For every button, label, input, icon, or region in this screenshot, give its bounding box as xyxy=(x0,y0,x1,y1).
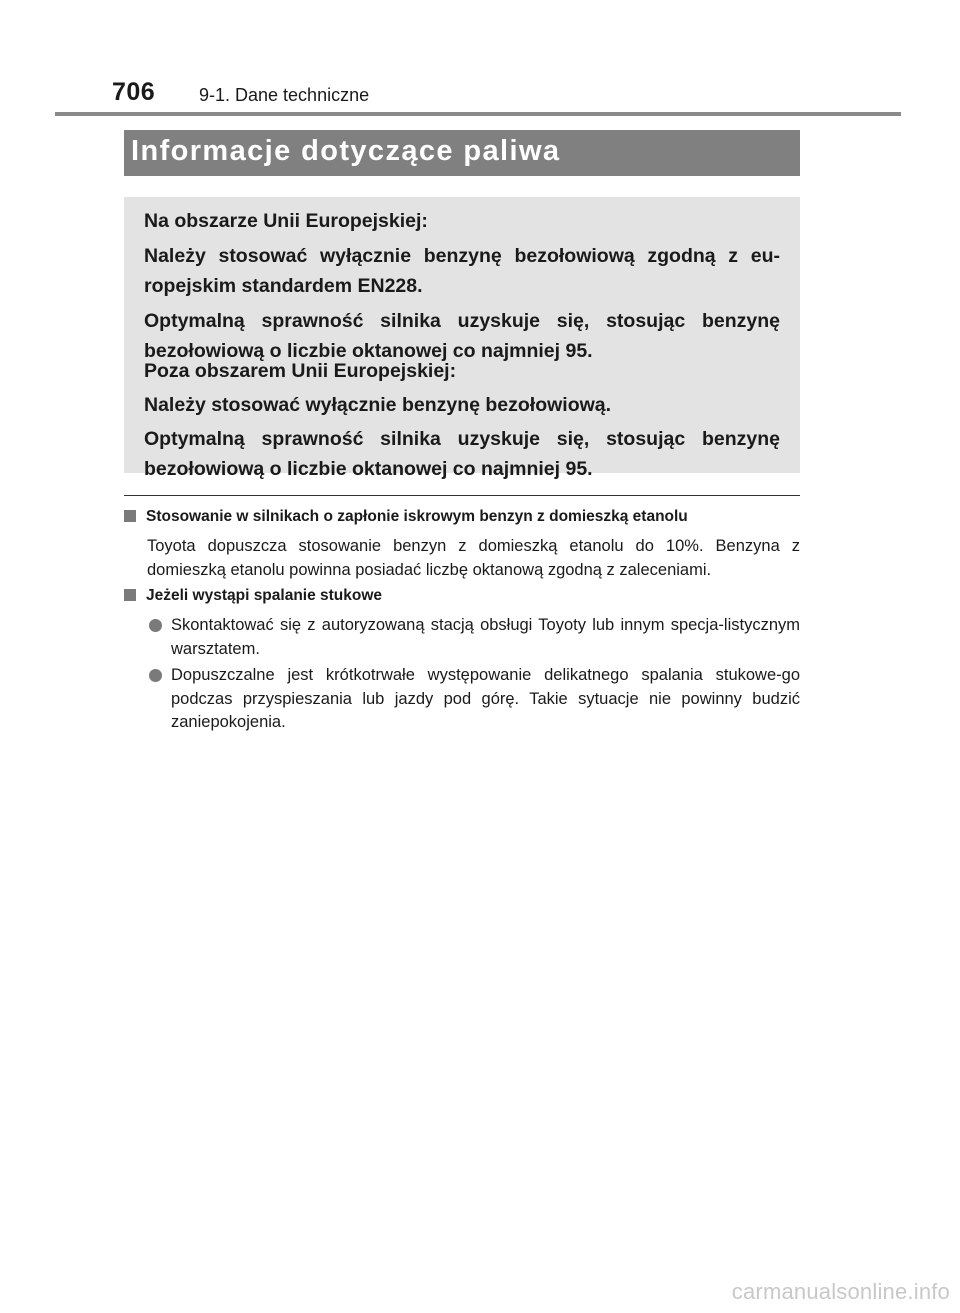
knock-bullet-service: Skontaktować się z autoryzowaną stacją obsługi Toyoty lub innym specja-listycznym warsztatem. xyxy=(171,616,800,658)
square-bullet-icon xyxy=(124,510,136,522)
ethanol-heading-text: Stosowanie w silnikach o zapłonie iskrowym benzyn z domieszką etanolu xyxy=(146,508,688,525)
info-non-eu-octane: Optymalną sprawność silnika uzyskuje się, stosując benzynę bezołowiową o liczbie oktanowej co najmniej 95. xyxy=(144,428,780,480)
knock-heading xyxy=(124,585,800,607)
page-title: Informacje dotyczące paliwa xyxy=(131,135,561,167)
page-header xyxy=(0,0,960,116)
knock-heading-text: Jeżeli wystąpi spalanie stukowe xyxy=(146,587,383,604)
title-bar xyxy=(124,130,800,176)
round-bullet-icon xyxy=(149,619,162,632)
fuel-info-box xyxy=(124,197,800,480)
info-eu-heading: Na obszarze Unii Europejskiej: xyxy=(144,210,428,232)
ethanol-heading xyxy=(124,506,800,528)
page-number: 706 xyxy=(112,78,156,106)
info-non-eu-heading: Poza obszarem Unii Europejskiej: xyxy=(144,360,457,382)
ethanol-body: Toyota dopuszcza stosowanie benzyn z domieszką etanolu do 10%. Benzyna z domieszką etanolu powinna posiadać liczbę oktanową zgodną z zaleceniami. xyxy=(147,537,800,579)
header-divider xyxy=(55,112,901,116)
info-non-eu-requirement: Należy stosować wyłącznie benzynę bezołowiową. xyxy=(144,394,612,416)
info-eu-requirement: Należy stosować wyłącznie benzynę bezołowiową zgodną z eu-ropejskim standardem EN228. xyxy=(144,245,780,297)
knock-bullet-acceptable: Dopuszczalne jest krótkotrwałe występowanie delikatnego spalania stukowe-go podczas przyspieszania lub jazdy pod górę. Takie sytuacje nie powinny budzić zaniepokojenia. xyxy=(171,666,800,731)
list-item xyxy=(147,664,800,735)
info-eu-octane: Optymalną sprawność silnika uzyskuje się, stosując benzynę bezołowiową o liczbie oktanowej co najmniej 95. xyxy=(144,310,780,362)
section-label: 9-1. Dane techniczne xyxy=(199,85,370,105)
watermark: carmanualsonline.info xyxy=(731,1279,950,1304)
square-bullet-icon xyxy=(124,589,136,601)
round-bullet-icon xyxy=(149,669,162,682)
list-item xyxy=(147,614,800,661)
notes-divider xyxy=(124,495,800,496)
